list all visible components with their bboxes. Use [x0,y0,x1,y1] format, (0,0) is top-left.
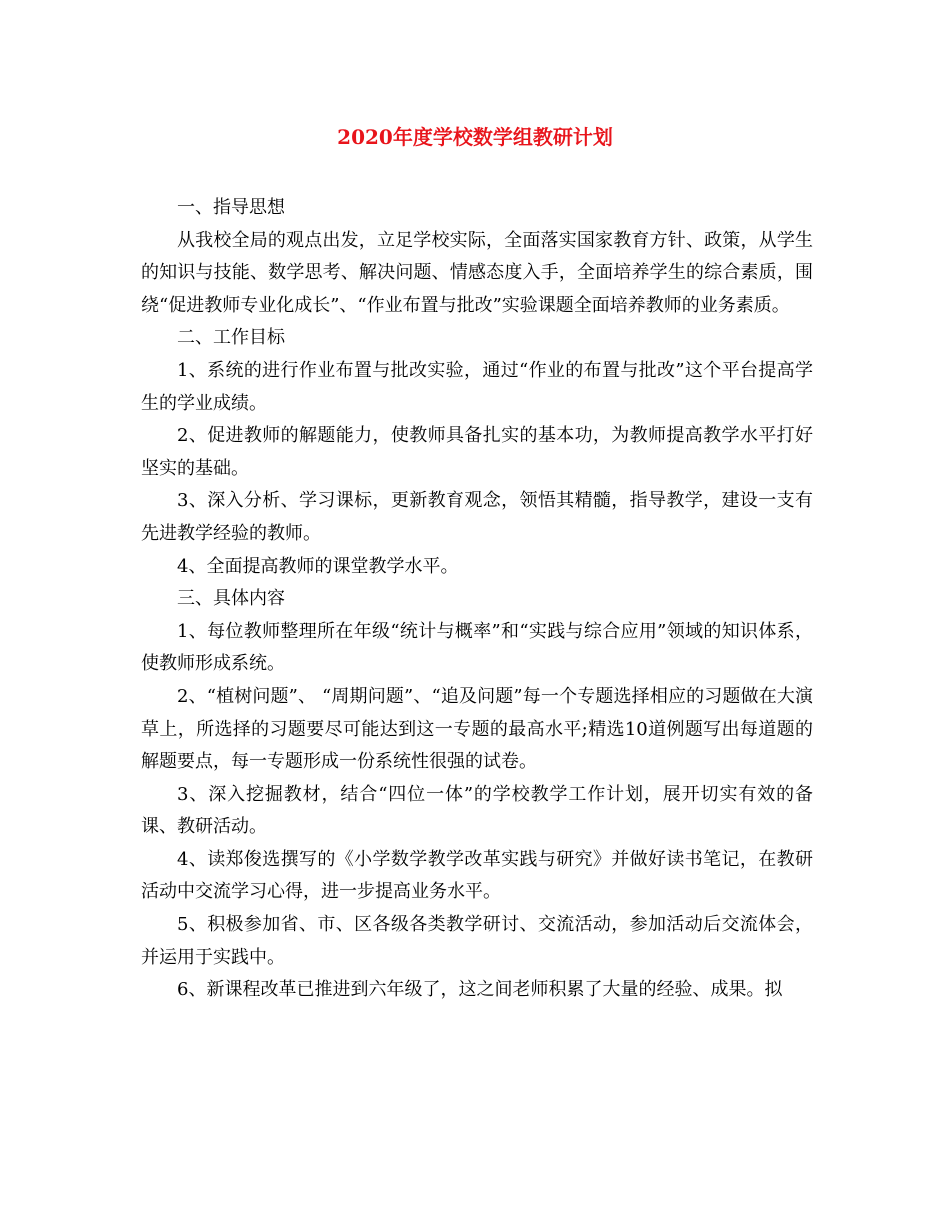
paragraph-guiding-ideology: 从我校全局的观点出发，立足学校实际，全面落实国家教育方针、政策，从学生的知识与技能、数学思考、解决问题、情感态度入手，全面培养学生的综合素质，围绕“促进教师专业化成长”、“作业布置与批改”实验课题全面培养教师的业务素质。 [141,229,813,316]
content-item-5: 5、积极参加省、市、区各级各类教学研讨、交流活动，参加活动后交流体会，并运用于实践中。 [141,914,813,968]
content-item-1: 1、每位教师整理所在年级“统计与概率”和“实践与综合应用”领域的知识体系，使教师形成系统。 [141,620,813,675]
content-item-2: 2、“植树问题”、 “周期问题”、“追及问题”每一个专题选择相应的习题做在大演草上，所选择的习题要尽可能达到这一专题的最高水平;精选10道例题写出每道题的解题要点，每一专题形成一份系统性很强的试卷。 [141,685,813,773]
goal-item-4: 4、全面提高教师的课堂教学水平。 [177,555,459,577]
goal-item-1: 1、系统的进行作业布置与批改实验，通过“作业的布置与批改”这个平台提高学生的学业成绩。 [141,359,813,414]
document-body [141,192,813,1007]
document-title: 2020年度学校数学组教研计划 [337,125,613,149]
content-item-6: 6、新课程改革已推进到六年级了，这之间老师积累了大量的经验、成果。拟 [177,979,783,1001]
section-heading-guiding-ideology: 一、指导思想 [177,197,285,218]
goal-item-2: 2、促进教师的解题能力，使教师具备扎实的基本功，为教师提高教学水平打好坚实的基础。 [141,425,813,479]
goal-item-3: 3、深入分析、学习课标，更新教育观念，领悟其精髓，指导教学，建设一支有先进教学经验的教师。 [141,490,813,544]
section-heading-work-goals: 二、工作目标 [177,327,285,349]
content-item-4: 4、读郑俊选撰写的《小学数学教学改革实践与研究》并做好读书笔记，在教研活动中交流学习心得，进一步提高业务水平。 [141,848,813,903]
section-heading-specific-content: 三、具体内容 [177,588,285,610]
content-item-3: 3、深入挖掘教材，结合“四位一体”的学校教学工作计划，展开切实有效的备课、教研活动。 [141,783,813,838]
